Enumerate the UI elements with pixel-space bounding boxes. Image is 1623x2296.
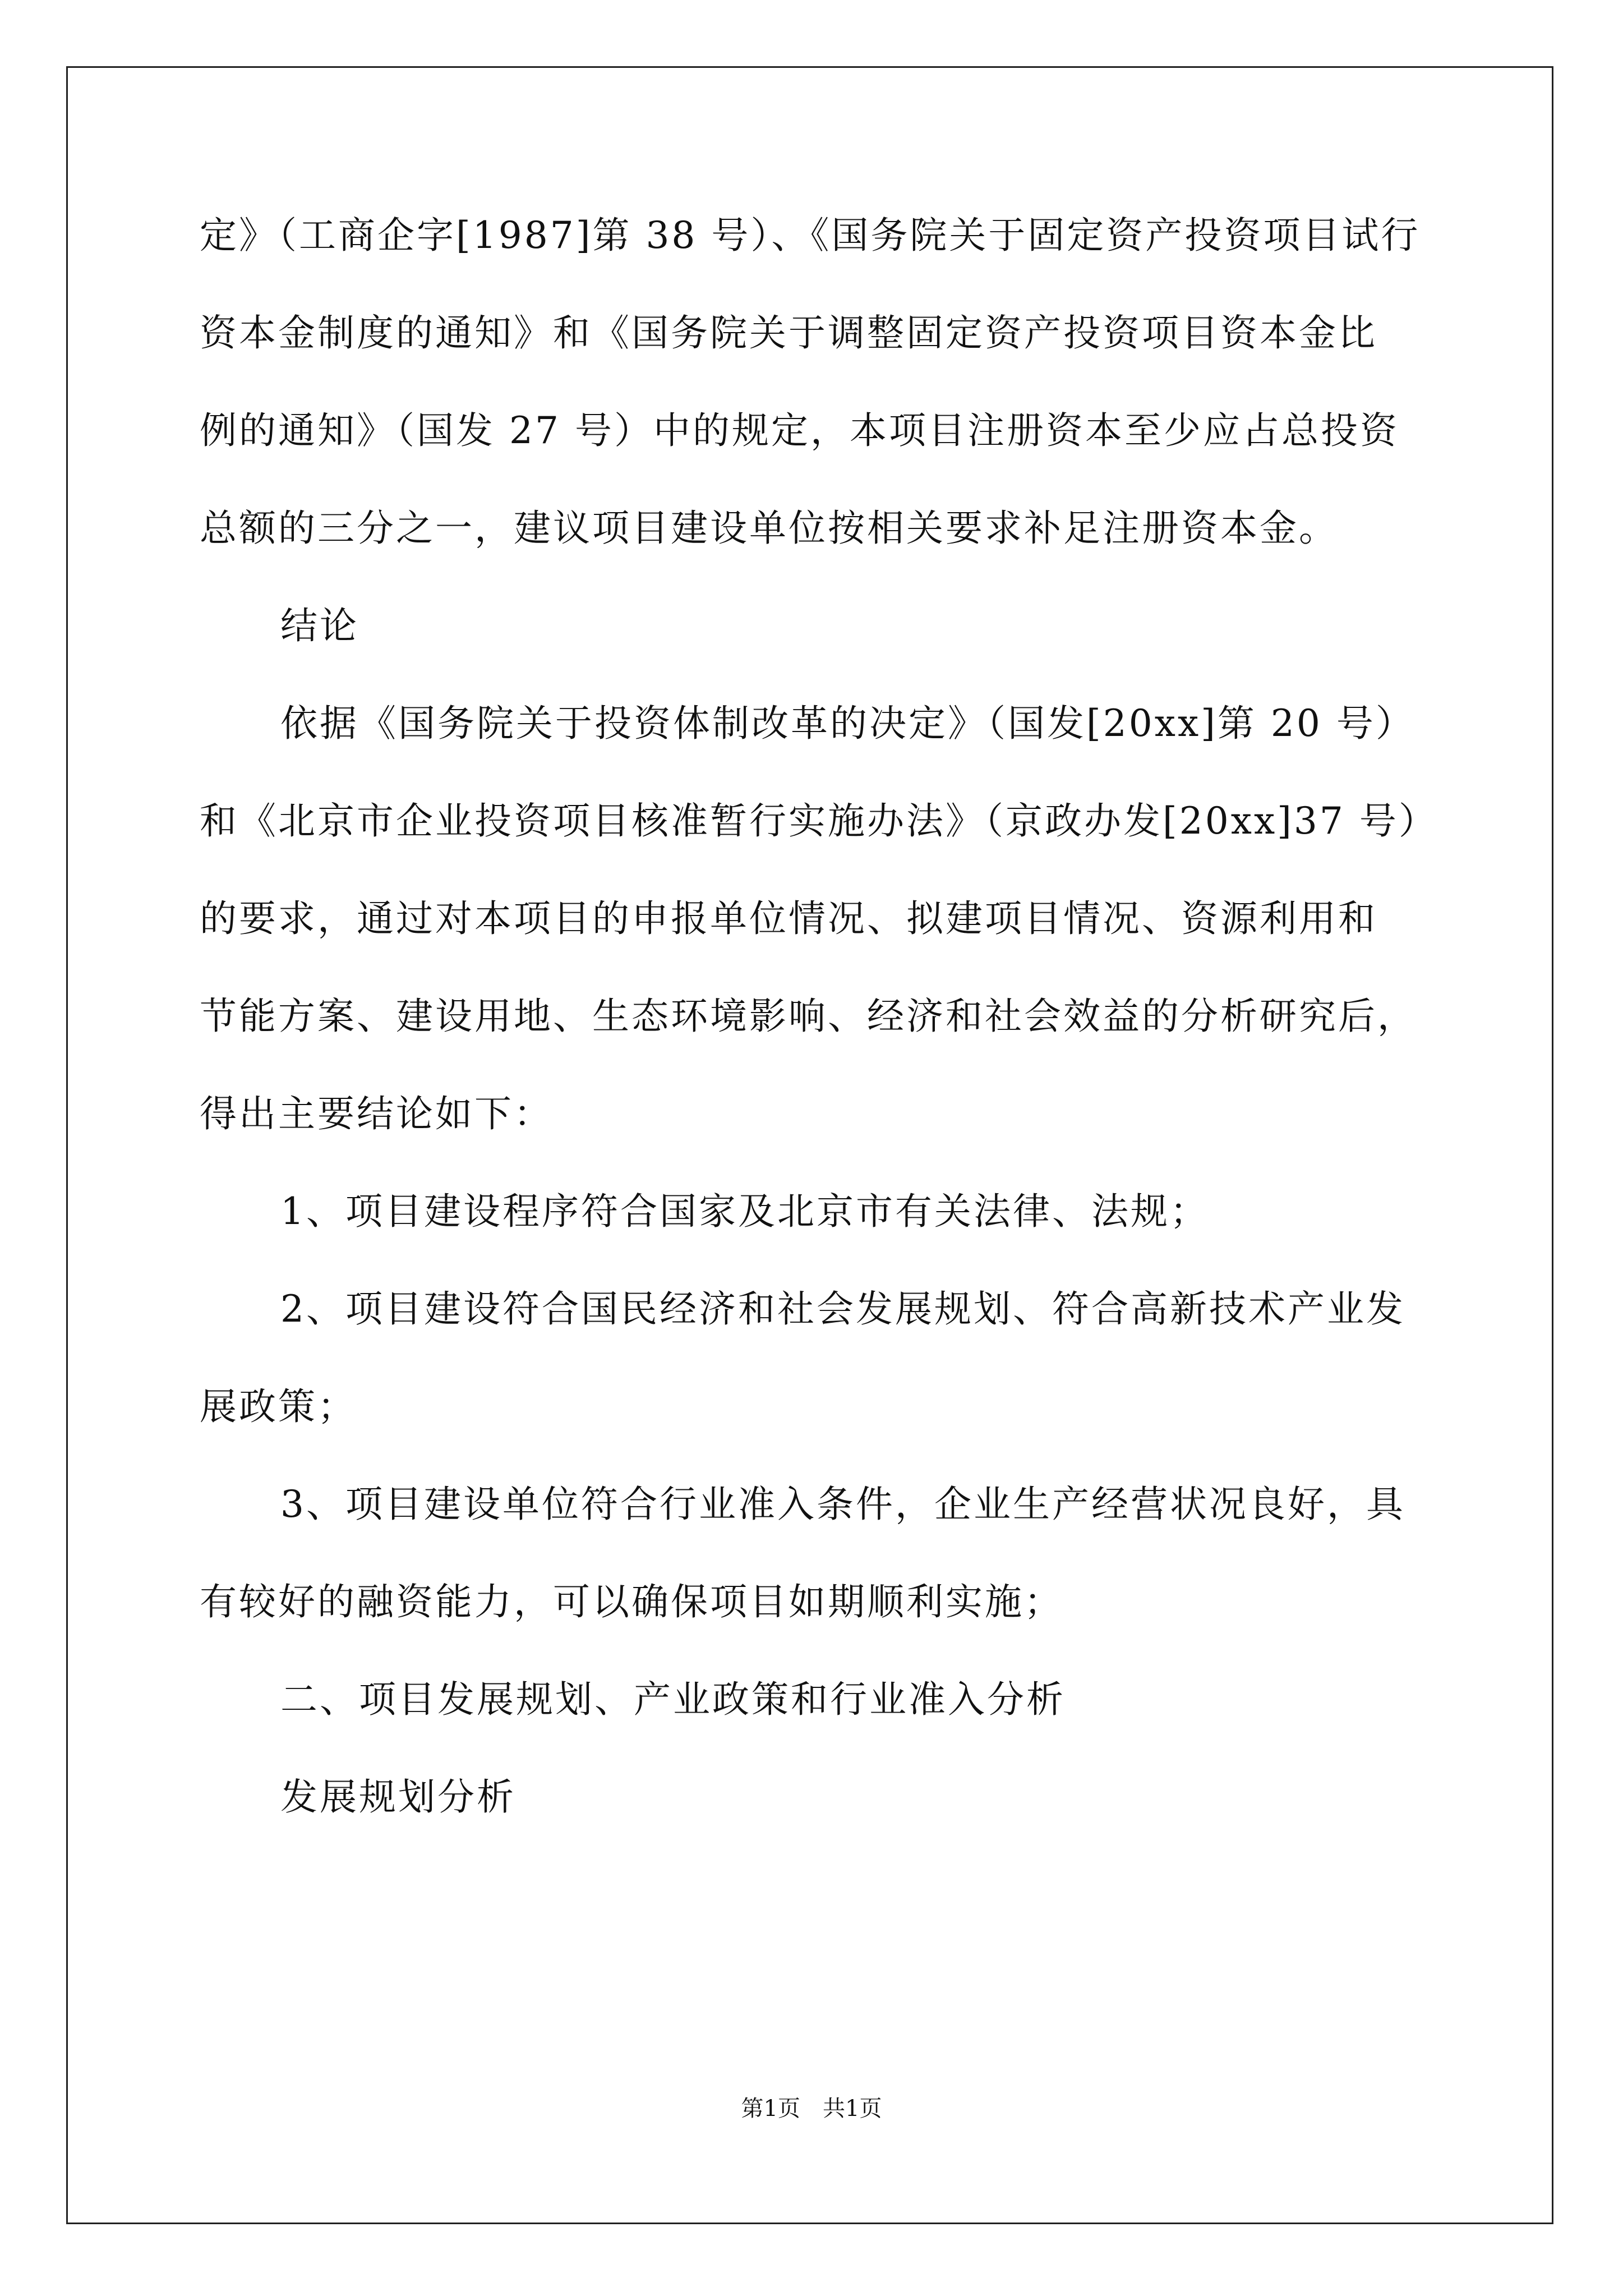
list-item-continuation: 有较好的融资能力，可以确保项目如期顺利实施； <box>200 1580 1063 1623</box>
paragraph-line: 例的通知》（国发 27 号）中的规定，本项目注册资本至少应占总投资 <box>200 409 1399 452</box>
list-item: 1、项目建设程序符合国家及北京市有关法律、法规； <box>280 1190 1209 1233</box>
page-border <box>66 66 1553 2224</box>
paragraph-line: 资本金制度的通知》和《国务院关于调整固定资产投资项目资本金比 <box>200 311 1377 355</box>
section-heading: 结论 <box>280 604 359 647</box>
paragraph-line: 和《北京市企业投资项目核准暂行实施办法》（京政办发[20xx]37 号） <box>200 799 1438 843</box>
paragraph-line: 定》（工商企字[1987]第 38 号）、《国务院关于固定资产投资项目试行 <box>200 214 1421 257</box>
paragraph-line: 依据《国务院关于投资体制改革的决定》（国发[20xx]第 20 号） <box>280 702 1415 745</box>
list-item: 2、项目建设符合国民经济和社会发展规划、符合高新技术产业发 <box>280 1287 1405 1331</box>
section-heading: 发展规划分析 <box>280 1775 516 1819</box>
page-footer: 第1页 共1页 <box>741 2096 882 2122</box>
paragraph-line: 节能方案、建设用地、生态环境影响、经济和社会效益的分析研究后， <box>200 995 1417 1038</box>
section-heading: 二、项目发展规划、产业政策和行业准入分析 <box>280 1678 1066 1721</box>
list-item-continuation: 展政策； <box>200 1385 357 1428</box>
list-item: 3、项目建设单位符合行业准入条件，企业生产经营状况良好，具 <box>280 1483 1405 1526</box>
paragraph-line: 总额的三分之一，建议项目建设单位按相关要求补足注册资本金。 <box>200 507 1338 550</box>
paragraph-line: 得出主要结论如下： <box>200 1092 553 1135</box>
paragraph-line: 的要求，通过对本项目的申报单位情况、拟建项目情况、资源利用和 <box>200 897 1377 940</box>
